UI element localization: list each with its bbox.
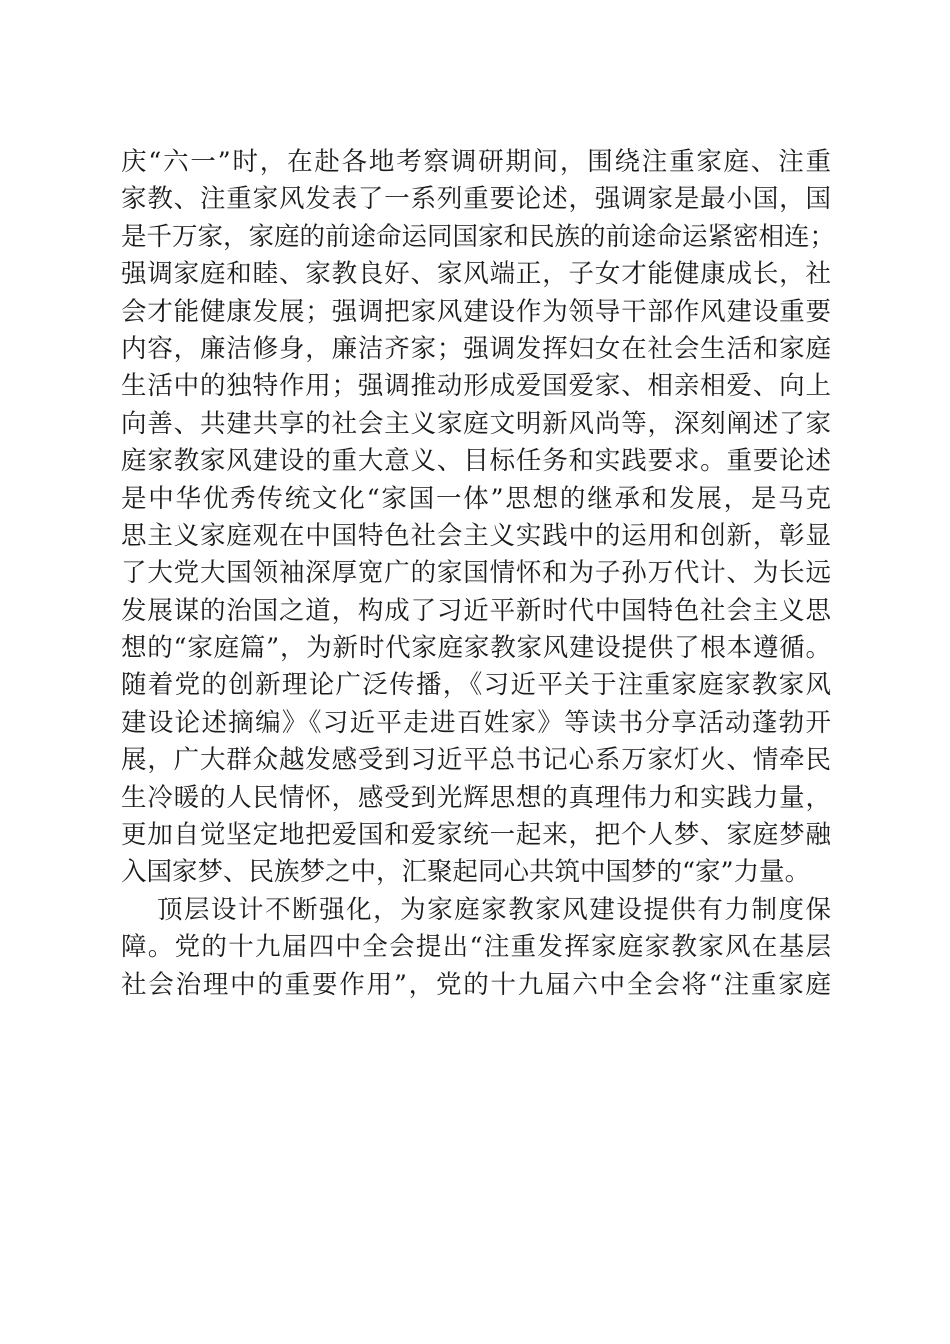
text-line: 障。党的十九届四中全会提出“注重发挥家庭家教家风在基层 bbox=[121, 932, 831, 963]
text-line: 随着党的创新理论广泛传播，《习近平关于注重家庭家教家风 bbox=[121, 670, 831, 701]
text-line: 向善、共建共享的社会主义家庭文明新风尚等，深刻阐述了家 bbox=[121, 408, 831, 439]
text-line: 了大党大国领袖深厚宽广的家国情怀和为子孙万代计、为长远 bbox=[121, 558, 831, 589]
text-line: 庆“六一”时，在赴各地考察调研期间，围绕注重家庭、注重 bbox=[121, 147, 831, 177]
paragraph-start-line: 顶层设计不断强化，为家庭家教家风建设提供有力制度保 bbox=[157, 894, 831, 925]
text-line: 更加自觉坚定地把爱国和爱家统一起来，把个人梦、家庭梦融 bbox=[121, 820, 831, 851]
text-line: 生冷暖的人民情怀，感受到光辉思想的真理伟力和实践力量， bbox=[121, 782, 831, 813]
text-line: 强调家庭和睦、家教良好、家风端正，子女才能健康成长，社 bbox=[121, 259, 831, 290]
text-line: 想的“家庭篇”，为新时代家庭家教家风建设提供了根本遵循。 bbox=[121, 633, 831, 664]
text-line: 展，广大群众越发感受到习近平总书记心系万家灯火、情牵民 bbox=[121, 745, 831, 776]
text-line: 庭家教家风建设的重大意义、目标任务和实践要求。重要论述 bbox=[121, 446, 831, 477]
text-line: 发展谋的治国之道，构成了习近平新时代中国特色社会主义思 bbox=[121, 595, 831, 626]
text-line: 家教、注重家风发表了一系列重要论述，强调家是最小国，国 bbox=[121, 184, 831, 215]
text-line: 思主义家庭观在中国特色社会主义实践中的运用和创新，彰显 bbox=[121, 520, 831, 551]
text-line: 内容，廉洁修身，廉洁齐家；强调发挥妇女在社会生活和家庭 bbox=[121, 333, 831, 364]
text-line: 生活中的独特作用；强调推动形成爱国爱家、相亲相爱、向上 bbox=[121, 371, 831, 402]
body-text bbox=[121, 144, 836, 1004]
text-line: 是千万家，家庭的前途命运同国家和民族的前途命运紧密相连； bbox=[121, 221, 836, 252]
text-line: 建设论述摘编》《习近平走进百姓家》等读书分享活动蓬勃开 bbox=[121, 707, 831, 738]
paragraph-end-line: 入国家梦、民族梦之中，汇聚起同心共筑中国梦的“家”力量。 bbox=[121, 857, 811, 888]
text-line: 社会治理中的重要作用”，党的十九届六中全会将“注重家庭 bbox=[121, 969, 831, 1000]
text-line: 是中华优秀传统文化“家国一体”思想的继承和发展，是马克 bbox=[121, 483, 831, 514]
text-line: 会才能健康发展；强调把家风建设作为领导干部作风建设重要 bbox=[121, 296, 831, 327]
